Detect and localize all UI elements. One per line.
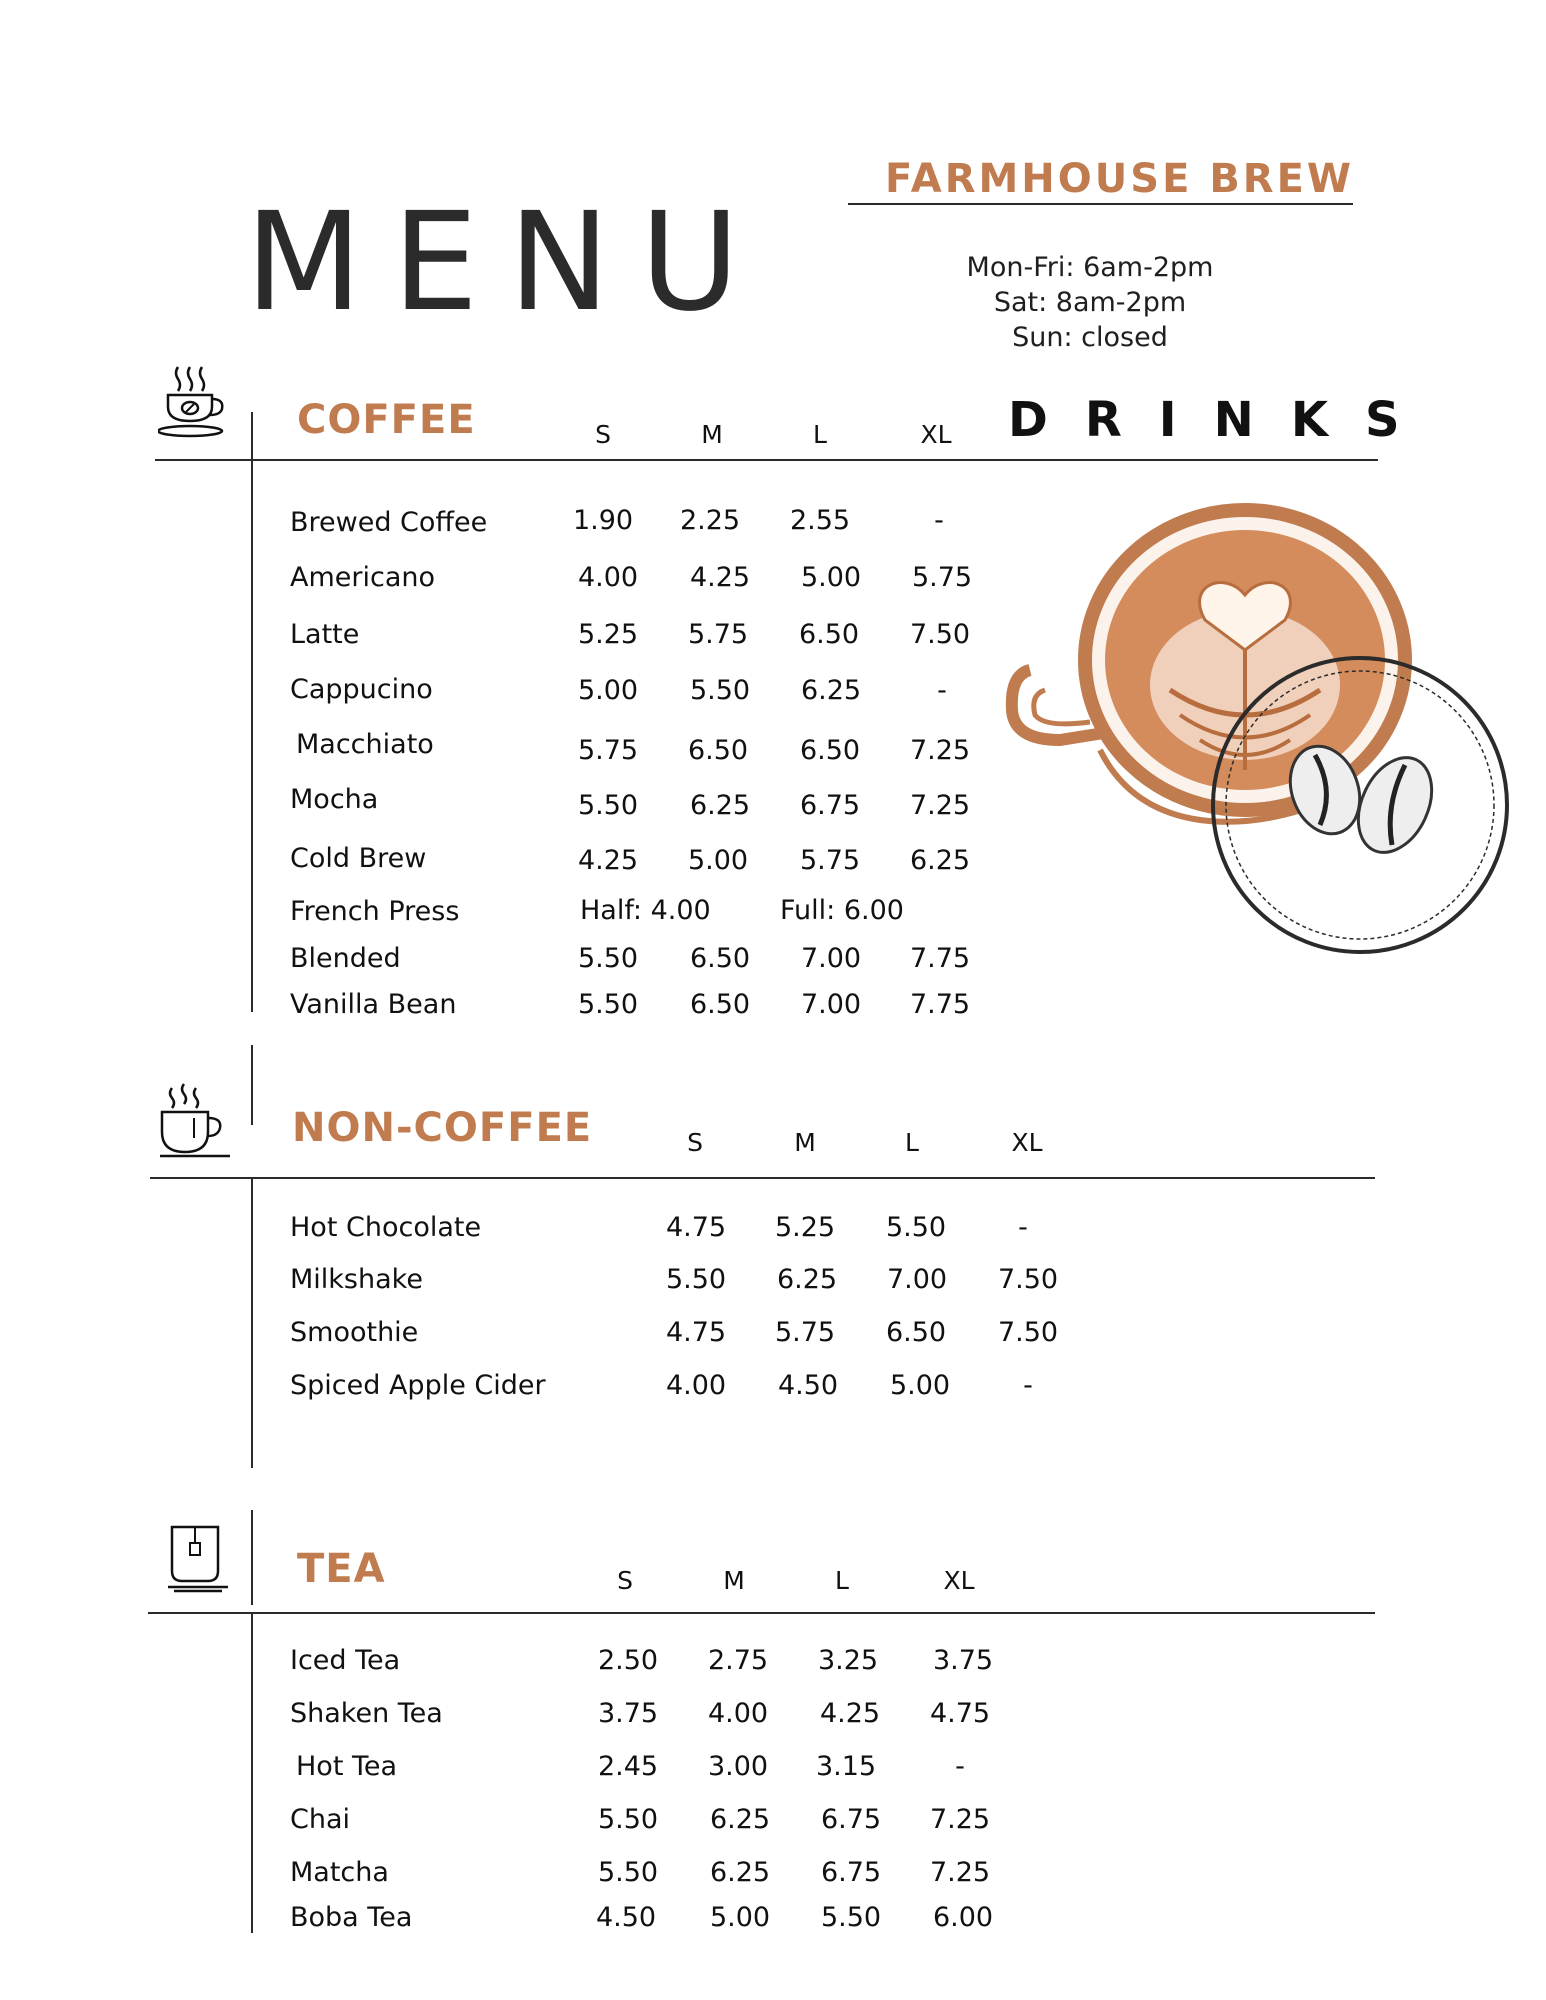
- list-item: Iced Tea: [290, 1645, 401, 1676]
- price: 6.75: [820, 1804, 882, 1835]
- price: 6.25: [776, 1264, 838, 1295]
- price: -: [937, 675, 947, 706]
- price: 5.50: [577, 943, 639, 974]
- price: 6.25: [689, 790, 751, 821]
- price: 5.25: [774, 1212, 836, 1243]
- list-item: Smoothie: [290, 1317, 419, 1348]
- tea-size-s: S: [617, 1566, 633, 1595]
- opening-hours: [925, 250, 1255, 355]
- coffee-cup-icon: [158, 365, 230, 445]
- coffee-size-xl: XL: [920, 420, 952, 449]
- coffee-header-rule: [155, 459, 1378, 461]
- price: 7.00: [800, 943, 862, 974]
- price: 6.00: [932, 1902, 994, 1933]
- price: 4.25: [819, 1698, 881, 1729]
- price: 4.50: [777, 1370, 839, 1401]
- price: 5.00: [577, 675, 639, 706]
- tea-size-m: M: [723, 1566, 745, 1595]
- price: 5.75: [799, 845, 861, 876]
- list-item: Matcha: [290, 1857, 389, 1888]
- price: 6.25: [709, 1857, 771, 1888]
- price: -: [934, 505, 944, 536]
- coffee-section-title: COFFEE: [297, 397, 476, 443]
- price: 6.25: [909, 845, 971, 876]
- price: 6.25: [800, 675, 862, 706]
- price: 7.50: [997, 1317, 1059, 1348]
- list-item: Latte: [290, 619, 360, 650]
- price: 6.25: [709, 1804, 771, 1835]
- price: 2.50: [597, 1645, 659, 1676]
- list-item: Milkshake: [290, 1264, 423, 1295]
- price: 7.50: [909, 619, 971, 650]
- coffee-size-s: S: [595, 420, 611, 449]
- noncoffee-vertical-rule-top: [251, 1045, 253, 1125]
- noncoffee-size-xl: XL: [1011, 1128, 1043, 1157]
- price: 4.75: [665, 1212, 727, 1243]
- price: 5.50: [597, 1804, 659, 1835]
- tea-cup-icon: [168, 1525, 232, 1595]
- price: 5.50: [665, 1264, 727, 1295]
- list-item: Cappucino: [290, 674, 433, 705]
- noncoffee-size-l: L: [905, 1128, 919, 1157]
- price: 5.50: [597, 1857, 659, 1888]
- price: 5.75: [911, 562, 973, 593]
- tea-vertical-rule: [251, 1613, 253, 1933]
- price: -: [1018, 1212, 1028, 1243]
- list-item: Blended: [290, 943, 401, 974]
- price: 5.50: [885, 1212, 947, 1243]
- hot-cup-icon: [158, 1082, 230, 1160]
- price-half: Half: 4.00: [580, 895, 711, 926]
- price: -: [955, 1751, 965, 1782]
- price: 4.00: [665, 1370, 727, 1401]
- price: 7.25: [929, 1857, 991, 1888]
- coffee-vertical-rule: [251, 412, 253, 1012]
- noncoffee-size-s: S: [687, 1128, 703, 1157]
- brand-underline: [848, 203, 1353, 205]
- price: 5.50: [577, 790, 639, 821]
- hours-saturday: Sat: 8am-2pm: [993, 287, 1187, 318]
- tea-size-xl: XL: [943, 1566, 975, 1595]
- tea-size-l: L: [835, 1566, 849, 1595]
- list-item: Shaken Tea: [290, 1698, 443, 1729]
- price: 5.00: [889, 1370, 951, 1401]
- price: 4.25: [577, 845, 639, 876]
- coffee-size-l: L: [813, 420, 827, 449]
- price: 7.25: [909, 790, 971, 821]
- list-item: French Press: [290, 896, 460, 927]
- price: 6.50: [798, 619, 860, 650]
- price-full: Full: 6.00: [780, 895, 904, 926]
- price: 1.90: [572, 505, 634, 536]
- price: 7.75: [909, 943, 971, 974]
- noncoffee-vertical-rule: [251, 1178, 253, 1468]
- tea-vertical-rule-top: [251, 1510, 253, 1605]
- brand-name: FARMHOUSE BREW: [885, 156, 1355, 202]
- coffee-size-m: M: [701, 420, 723, 449]
- list-item: Hot Tea: [296, 1751, 398, 1782]
- price: 5.50: [577, 989, 639, 1020]
- price: 4.75: [929, 1698, 991, 1729]
- noncoffee-size-m: M: [794, 1128, 816, 1157]
- price: 5.75: [774, 1317, 836, 1348]
- price: 7.25: [929, 1804, 991, 1835]
- price: 7.00: [886, 1264, 948, 1295]
- price: 5.00: [709, 1902, 771, 1933]
- price: 2.75: [707, 1645, 769, 1676]
- price: 6.50: [689, 989, 751, 1020]
- hours-weekdays: Mon-Fri: 6am-2pm: [966, 252, 1214, 283]
- price: 6.50: [687, 735, 749, 766]
- page-title: MENU: [245, 184, 770, 342]
- price: 6.50: [799, 735, 861, 766]
- price: 4.25: [689, 562, 751, 593]
- list-item: Boba Tea: [290, 1902, 413, 1933]
- drinks-label: DRINKS: [1008, 392, 1437, 448]
- price: 3.75: [932, 1645, 994, 1676]
- list-item: Chai: [290, 1804, 351, 1835]
- price: 5.50: [820, 1902, 882, 1933]
- list-item: Macchiato: [296, 729, 434, 760]
- price: 2.55: [789, 505, 851, 536]
- price: 3.75: [597, 1698, 659, 1729]
- noncoffee-section-title: NON-COFFEE: [292, 1105, 593, 1151]
- price: 7.25: [909, 735, 971, 766]
- price: 5.00: [800, 562, 862, 593]
- latte-illustration: [1000, 500, 1520, 974]
- price: 7.50: [997, 1264, 1059, 1295]
- price: 3.00: [707, 1751, 769, 1782]
- price: 3.15: [815, 1751, 877, 1782]
- price: 4.75: [665, 1317, 727, 1348]
- list-item: Cold Brew: [290, 843, 427, 874]
- list-item: Hot Chocolate: [290, 1212, 482, 1243]
- list-item: Americano: [290, 562, 436, 593]
- list-item: Brewed Coffee: [290, 507, 488, 538]
- price: 3.25: [817, 1645, 879, 1676]
- noncoffee-header-rule: [150, 1177, 1375, 1179]
- price: 2.25: [679, 505, 741, 536]
- price: 6.50: [689, 943, 751, 974]
- hours-sunday: Sun: closed: [1012, 322, 1168, 353]
- price: 5.50: [689, 675, 751, 706]
- price: 7.00: [800, 989, 862, 1020]
- tea-section-title: TEA: [297, 1546, 386, 1592]
- price: 6.75: [799, 790, 861, 821]
- list-item: Vanilla Bean: [290, 989, 457, 1020]
- price: 5.75: [577, 735, 639, 766]
- price: 5.75: [687, 619, 749, 650]
- price: 7.75: [909, 989, 971, 1020]
- price: 5.25: [577, 619, 639, 650]
- price: 6.50: [885, 1317, 947, 1348]
- price: 4.00: [707, 1698, 769, 1729]
- price: 4.00: [577, 562, 639, 593]
- price: 5.00: [687, 845, 749, 876]
- price: -: [1023, 1370, 1033, 1401]
- price: 4.50: [595, 1902, 657, 1933]
- list-item: Mocha: [290, 784, 379, 815]
- tea-header-rule: [148, 1612, 1375, 1614]
- price: 2.45: [597, 1751, 659, 1782]
- price: 6.75: [820, 1857, 882, 1888]
- list-item: Spiced Apple Cider: [290, 1370, 546, 1401]
